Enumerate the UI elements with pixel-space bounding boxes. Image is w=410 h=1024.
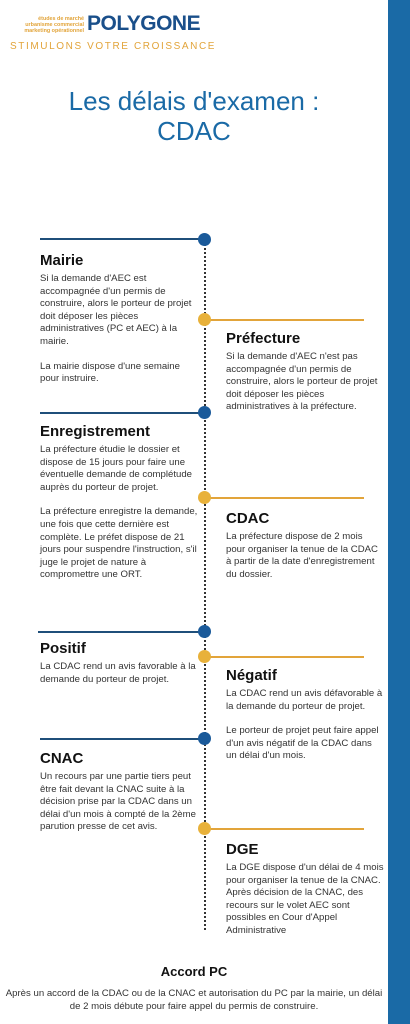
- logo-subtitle: études de marché urbanisme commercial marketing opérationnel: [24, 16, 84, 34]
- step-heading: Négatif: [226, 667, 277, 684]
- logo-wordmark: POLYGONE: [87, 12, 201, 35]
- connector-cdac: [204, 497, 364, 499]
- step-text: La préfecture enregistre la demande, une fois que cette dernière est complète. Le préfet dispose de 21 jours pour suspendre l'instruction, s'il juge le projet de nature à compromettre une ORT.: [40, 506, 198, 581]
- timeline-dot-mairie: [198, 233, 211, 246]
- step-text: Le porteur de projet peut faire appel d'un avis négatif de la CDAC dans un délai d'un mois.: [226, 725, 379, 762]
- step-heading: CDAC: [226, 510, 270, 527]
- step-text: La préfecture dispose de 2 mois pour organiser la tenue de la CDAC à partir de la date d'enregistrement du dossier.: [226, 531, 378, 580]
- right-accent-bar: [388, 0, 410, 1024]
- step-prefecture: [226, 330, 384, 414]
- step-mairie: [40, 252, 200, 386]
- step-heading: CNAC: [40, 750, 84, 767]
- connector-dge: [204, 828, 364, 830]
- step-cdac: [226, 510, 384, 581]
- step-cnac: [40, 750, 200, 834]
- step-text: La préfecture étudie le dossier et dispose de 15 jours pour faire une éventuelle demande de complétude auprès du porteur de projet.: [40, 444, 193, 493]
- connector-prefecture: [204, 319, 364, 321]
- step-text: La DGE dispose d'un délai de 4 mois pour organiser la tenue de la CNAC.: [226, 862, 384, 886]
- step-text: La CDAC rend un avis favorable à la demande du porteur de projet.: [40, 661, 196, 685]
- step-heading: Enregistrement: [40, 423, 151, 440]
- step-text: La CDAC rend un avis défavorable à la demande du porteur de projet.: [226, 688, 383, 712]
- step-text: Un recours par une partie tiers peut être fait devant la CNAC suite à la décision prise par la CDAC dans un délai d'un mois à compté de la 2ème parution presse de cet avis.: [40, 771, 196, 833]
- timeline-dot-enregistrement: [198, 406, 211, 419]
- step-heading: DGE: [226, 841, 259, 858]
- tagline: STIMULONS VOTRE CROISSANCE: [10, 41, 217, 52]
- connector-enregistrement: [40, 412, 204, 414]
- step-enregistrement: [40, 423, 200, 582]
- step-text: La mairie dispose d'une semaine pour instruire.: [40, 360, 180, 385]
- step-heading: Positif: [40, 640, 86, 657]
- page-title: Les délais d'examen : CDAC: [68, 86, 320, 146]
- step-dge: [226, 841, 384, 938]
- step-text: Après décision de la CNAC, des recours sur le volet AEC sont possibles en Cour d'Appel Administrative: [226, 887, 364, 936]
- accord-text: Après un accord de la CDAC ou de la CNAC et autorisation du PC par la mairie, un délai de 2 mois débute pour faire appel du permis de construire.: [5, 988, 383, 1012]
- connector-positif: [38, 631, 204, 633]
- step-negatif: [226, 667, 384, 763]
- timeline-dot-positif: [198, 625, 211, 638]
- step-heading: Préfecture: [226, 330, 301, 347]
- step-text: Si la demande d'AEC est accompagnée d'un permis de construire, alors le porteur de projet doit déposer les pièces administratives (PC et AEC) à la mairie.: [40, 273, 192, 347]
- accord-heading: Accord PC: [160, 964, 228, 979]
- timeline-dot-cnac: [198, 732, 211, 745]
- step-text: Si la demande d'AEC n'est pas accompagnée d'un permis de construire, alors le porteur de projet doit déposer les pièces administratives à la préfecture.: [226, 351, 378, 413]
- step-heading: Mairie: [40, 252, 84, 269]
- connector-mairie: [40, 238, 204, 240]
- connector-cnac: [40, 738, 204, 740]
- connector-negatif: [204, 656, 364, 658]
- step-positif: [40, 640, 200, 686]
